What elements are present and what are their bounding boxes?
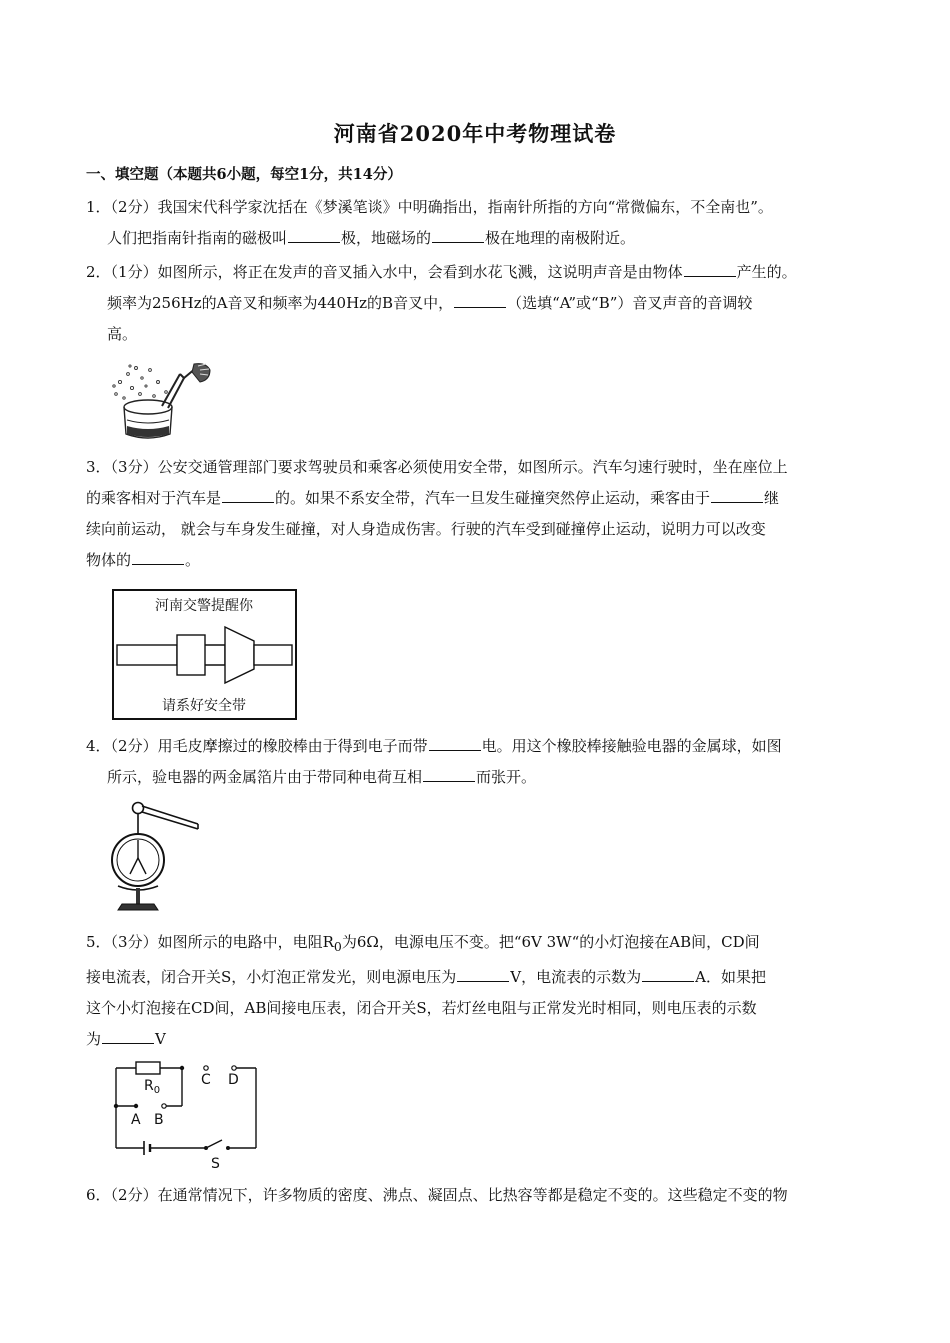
q5-line-2: 接电流表，闭合开关S，小灯泡正常发光，则电源电压为 V，电流表的示数为 A．如果把 — [86, 962, 868, 993]
answer-blank[interactable] — [457, 965, 509, 982]
q6-line-1: 6．（2分）在通常情况下，许多物质的密度、沸点、凝固点、比热容等都是稳定不变的。这些稳定不变的物 — [86, 1186, 788, 1204]
question-4 — [86, 731, 868, 793]
answer-blank[interactable] — [132, 548, 184, 565]
q4-line-1: 4．（2分）用毛皮摩擦过的橡胶棒由于得到电子而带 电。用这个橡胶棒接触验电器的金属球，如图 — [86, 731, 868, 762]
section-heading: 一、填空题（本题共6小题，每空1分，共14分） — [86, 166, 402, 183]
q4-line-2: 所示，验电器的两金属箔片由于带同种电荷互相 而张开。 — [86, 762, 868, 793]
label-c: C — [201, 1072, 211, 1088]
answer-blank[interactable] — [102, 1027, 154, 1044]
q2-line-2: 频率为256Hz的A音叉和频率为440Hz的B音叉中， （选填“A”或“B”）音叉声音的音调较 — [86, 288, 868, 319]
question-6 — [86, 1180, 868, 1211]
q5-line-1: 5．（3分）如图所示的电路中，电阻$R_0$为6Ω，电源电压不变。把“6V 3W“的小灯泡接在AB间，CD间 — [86, 933, 760, 954]
answer-blank[interactable] — [454, 291, 506, 308]
q1-line-2: 人们把指南针指南的磁极叫 极，地磁场的 极在地理的南极附近。 — [86, 223, 868, 254]
q5-line-4: 为 V — [86, 1024, 868, 1055]
seatbelt-sign-figure — [112, 589, 298, 721]
answer-blank[interactable] — [288, 226, 340, 243]
answer-blank[interactable] — [222, 486, 274, 503]
label-s: S — [211, 1156, 220, 1172]
label-a: A — [131, 1112, 141, 1128]
answer-blank[interactable] — [684, 260, 736, 277]
page-title: 河南省2020年中考物理试卷 — [333, 121, 617, 146]
answer-blank[interactable] — [429, 734, 481, 751]
question-1 — [86, 192, 868, 254]
label-d: D — [228, 1072, 239, 1088]
q3-line-2: 的乘客相对于汽车是 的。如果不系安全带，汽车一旦发生碰撞突然停止运动，乘客由于 继 — [86, 483, 868, 514]
q2-line-3: 高。 — [107, 325, 138, 343]
answer-blank[interactable] — [642, 965, 694, 982]
label-b: B — [154, 1112, 164, 1128]
label-r0: $R_0$ — [144, 1078, 161, 1096]
sign-bottom-text: 请系好安全带 — [162, 698, 246, 714]
question-2 — [86, 257, 868, 350]
answer-blank[interactable] — [432, 226, 484, 243]
q5-line-3: 这个小灯泡接在CD间，AB间接电压表，闭合开关S，若灯丝电阻与正常发光时相同，则电压表的示数 — [86, 999, 757, 1017]
sign-top-text: 河南交警提醒你 — [155, 598, 253, 614]
tuning-fork-figure — [110, 360, 218, 442]
q3-line-3: 续向前运动， 就会与车身发生碰撞，对人身造成伤害。行驶的汽车受到碰撞停止运动，说明力可以改变 — [86, 520, 766, 538]
question-3 — [86, 452, 868, 576]
electroscope-figure — [106, 798, 206, 916]
question-5 — [86, 927, 868, 1055]
q2-line-1: 2．（1分）如图所示，将正在发声的音叉插入水中，会看到水花飞溅，这说明声音是由物体 产生的。 — [86, 257, 868, 288]
q3-line-1: 3．（3分）公安交通管理部门要求驾驶员和乘客必须使用安全带，如图所示。汽车匀速行驶时，坐在座位上 — [86, 458, 788, 476]
answer-blank[interactable] — [711, 486, 763, 503]
q3-line-4: 物体的 。 — [86, 545, 868, 576]
q1-line-1: 1．（2分）我国宋代科学家沈括在《梦溪笔谈》中明确指出，指南针所指的方向“常微偏东，不全南也”。 — [86, 198, 773, 216]
circuit-figure — [104, 1058, 264, 1174]
answer-blank[interactable] — [423, 765, 475, 782]
